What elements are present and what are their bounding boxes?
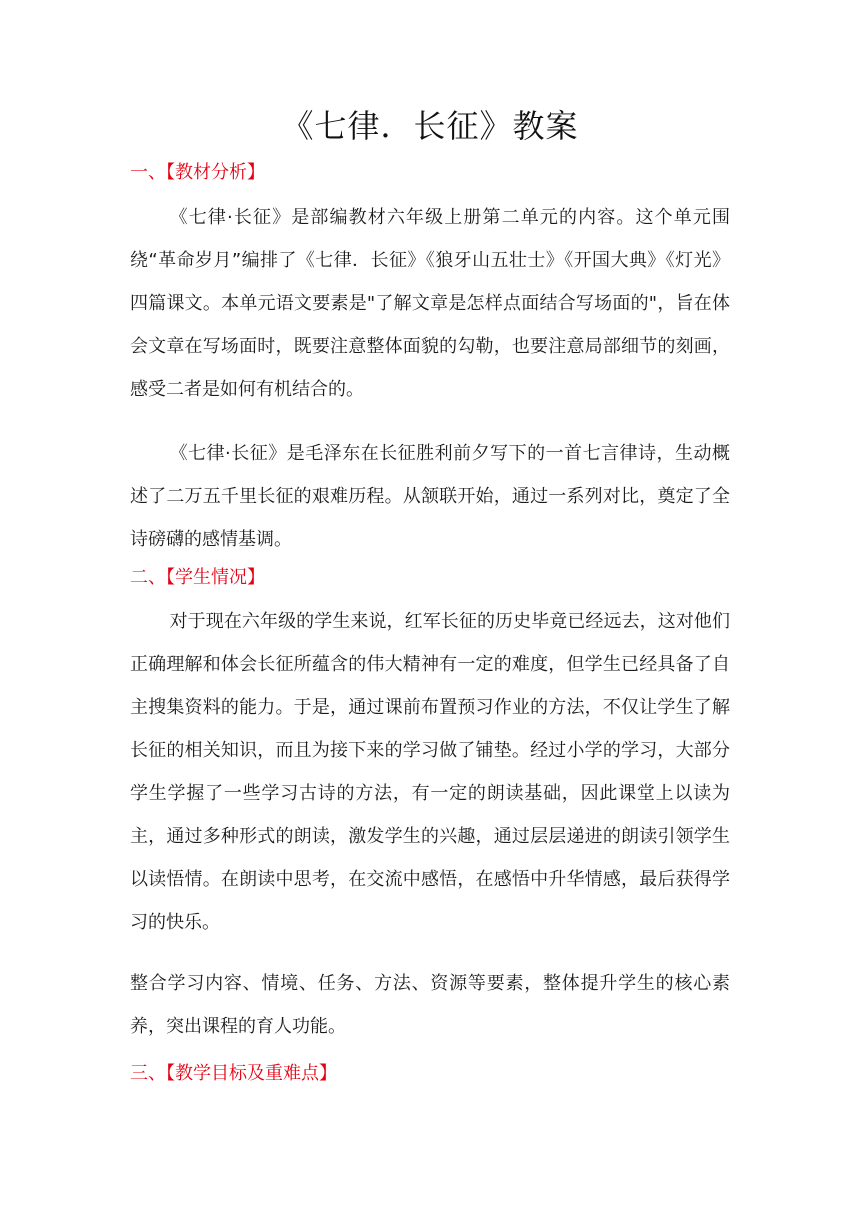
paragraph-student-situation-1: 对于现在六年级的学生来说，红军长征的历史毕竟已经远去，这对他们正确理解和体会长征所蕴含的伟大精神有一定的难度，但学生已经具备了自主搜集资料的能力。于是，通过课前布置预习作业的方法，不仅让学生了解长征的相关知识，而且为接下来的学习做了铺垫。经过小学的学习，大部分学生学握了一些学习古诗的方法，有一定的朗读基础，因此课堂上以读为主，通过多种形式的朗读，激发学生的兴趣，通过层层递进的朗读引领学生以读悟情。在朗读中思考，在交流中感悟，在感悟中升华情感，最后获得学习的快乐。	[130, 611, 730, 933]
paragraph-textbook-analysis-1: 《七律·长征》是部编教材六年级上册第二单元的内容。这个单元围绕“革命岁月”编排了《七律．长征》《狼牙山五壮士》《开国大典》《灯光》四篇课文。本单元语文要素是"了解文章是怎样点面结合写场面的"，旨在体会文章在写场面时，既要注意整体面貌的勾勒，也要注意局部细节的刻画，感受二者是如何有机结合的。	[130, 207, 730, 400]
section-heading-teaching-goals: 三、【教学目标及重难点】	[130, 1063, 337, 1084]
paragraph-textbook-analysis-2: 《七律·长征》是毛泽东在长征胜利前夕写下的一首七言律诗，生动概述了二万五千里长征的艰难历程。从颔联开始，通过一系列对比，奠定了全诗磅礴的感情基调。	[130, 443, 730, 550]
section-heading-student-situation: 二、【学生情况】	[130, 567, 265, 588]
paragraph-student-situation-2: 整合学习内容、情境、任务、方法、资源等要素，整体提升学生的核心素养，突出课程的育人功能。	[130, 973, 730, 1037]
section-heading-textbook-analysis: 一、【教材分析】	[130, 162, 265, 183]
document-title: 《七律．长征》教案	[281, 107, 579, 145]
